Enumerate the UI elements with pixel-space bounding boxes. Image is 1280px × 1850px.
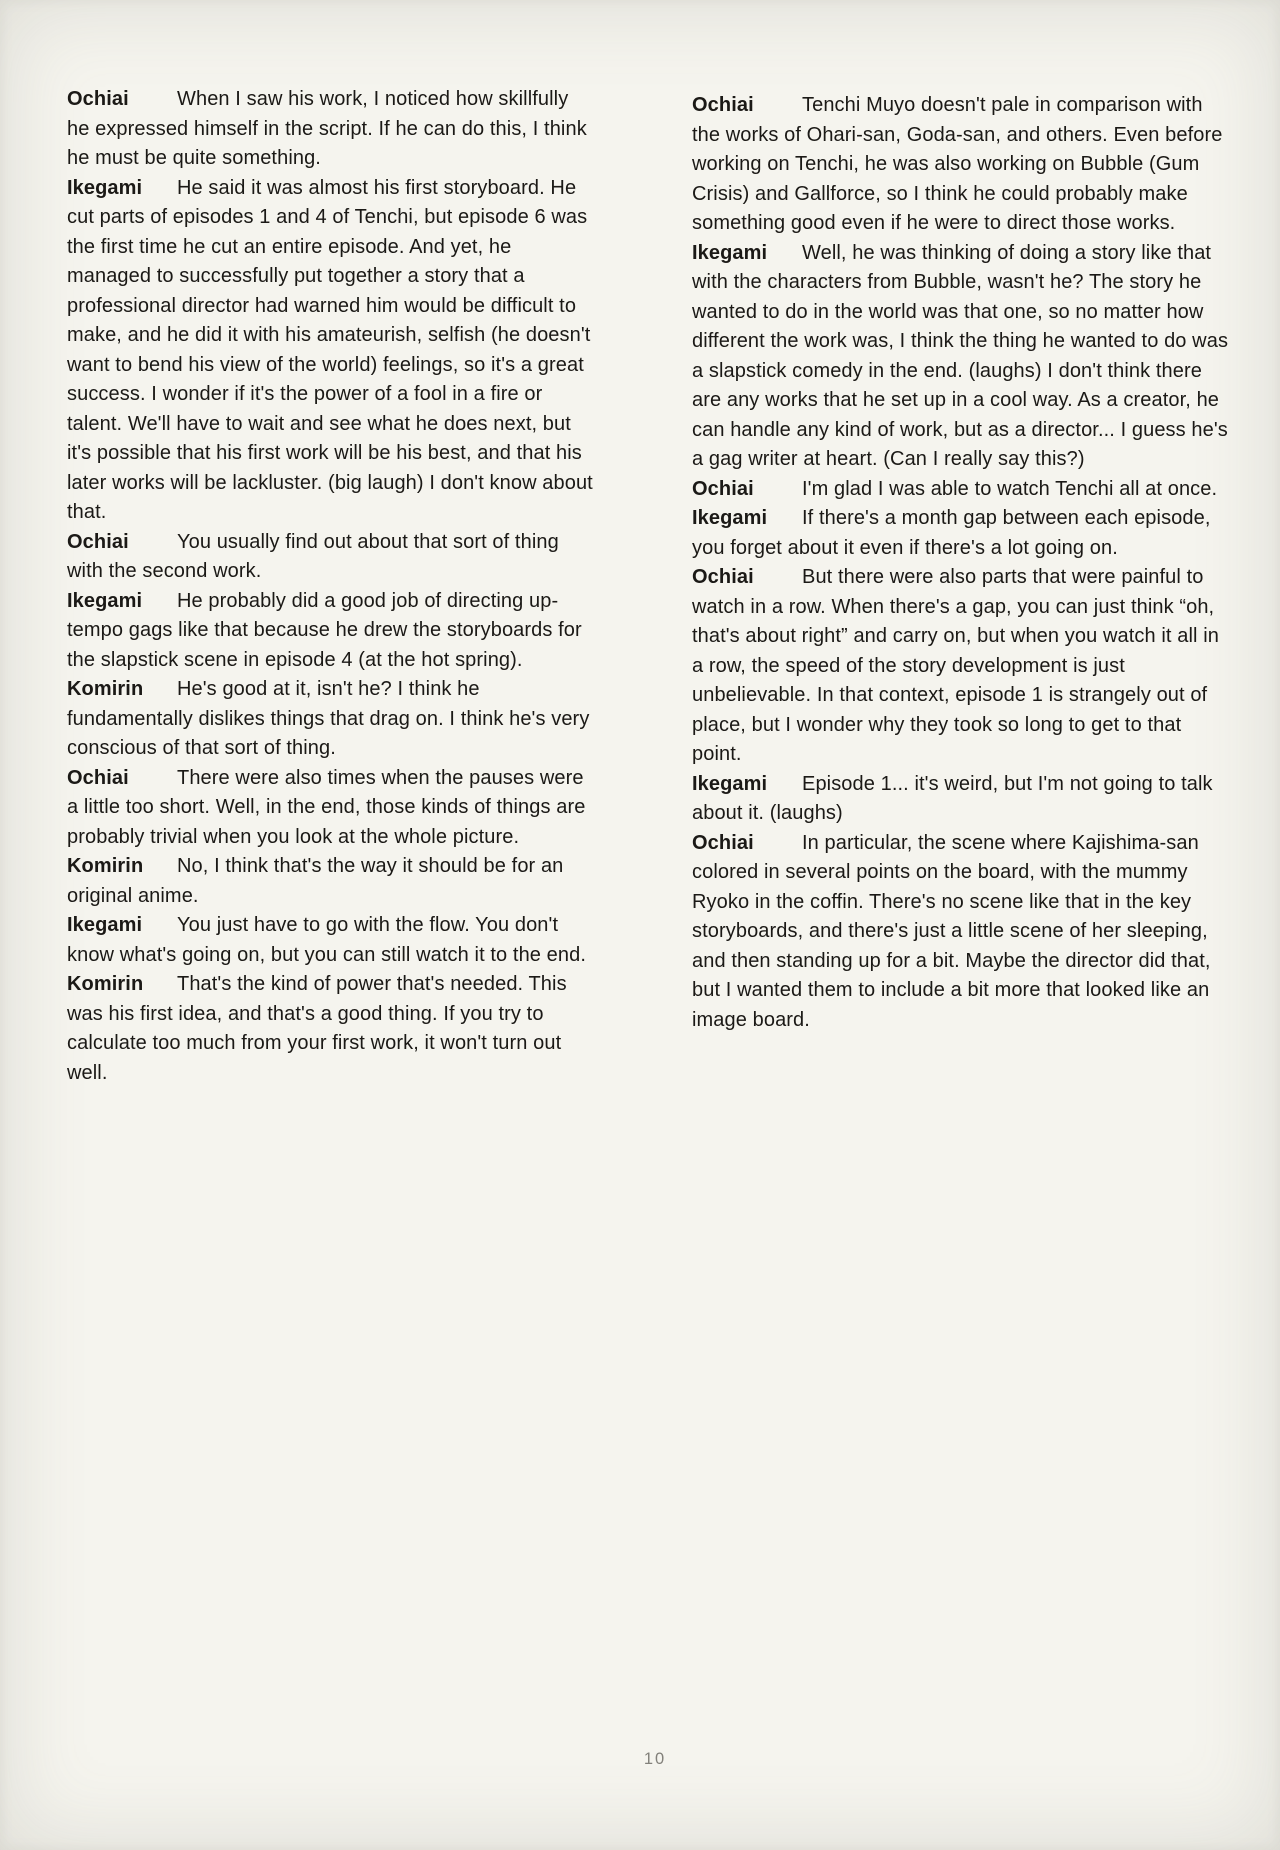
- speech-text: No, I think that's the way it should be for an original anime.: [67, 855, 564, 907]
- speech-text: That's the kind of power that's needed. This was his first idea, and that's a good thing. If you try to calculate too much from your first work, it won't turn out well.: [67, 973, 567, 1084]
- speech-text: You usually find out about that sort of thing with the second work.: [67, 530, 559, 582]
- speech-text: When I saw his work, I noticed how skillfully he expressed himself in the script. If he can do this, I think he must be quite something.: [67, 88, 587, 169]
- left-column: [67, 85, 595, 1088]
- speech-text: I'm glad I was able to watch Tenchi all at once.: [802, 477, 1218, 500]
- speaker-name: Komirin: [67, 678, 144, 700]
- speech-text: Well, he was thinking of doing a story like that with the characters from Bubble, wasn't he? The story he wanted to do in the world was that one, so no matter how different the work was, I think the thing he wanted to do was a slapstick comedy in the end. (laughs) I don't think there are any works that he set up in a cool way. As a creator, he can handle any kind of work, but as a director... I guess he's a gag writer at heart. (Can I really say this?): [692, 241, 1229, 470]
- speech-text: You just have to go with the flow. You don't know what's going on, but you can still watch it to the end.: [67, 914, 587, 966]
- speaker-name: Ochiai: [67, 766, 129, 789]
- dialogue-paragraph: [67, 85, 595, 174]
- dialogue-paragraph: [67, 174, 595, 528]
- speaker-name: Ochiai: [692, 94, 754, 116]
- page-number: 10: [643, 1750, 667, 1768]
- right-column: [692, 91, 1235, 1088]
- dialogue-paragraph: [692, 239, 1235, 475]
- speaker-name: Ochiai: [67, 530, 129, 553]
- speaker-name: Ikegami: [67, 176, 143, 199]
- dialogue-paragraph: [692, 504, 1235, 563]
- speech-text: If there's a month gap between each episode, you forget about it even if there's a lot going on.: [692, 507, 1211, 559]
- dialogue-paragraph: [67, 970, 595, 1088]
- dialogue-paragraph: [692, 563, 1235, 770]
- speaker-name: Komirin: [67, 973, 144, 995]
- speaker-name: Ikegami: [692, 507, 768, 529]
- dialogue-paragraph: [692, 475, 1235, 505]
- speech-text: He probably did a good job of directing up-tempo gags like that because he drew the storyboards for the slapstick scene in episode 4 (at the hot spring).: [67, 589, 582, 671]
- speech-text: Episode 1... it's weird, but I'm not going to talk about it. (laughs): [692, 772, 1213, 824]
- speaker-name: Ochiai: [692, 477, 754, 500]
- dialogue-paragraph: [67, 911, 595, 970]
- speech-text: In particular, the scene where Kajishima-san colored in several points on the board, with the mummy Ryoko in the coffin. There's no scene like that in the key storyboards, and there's just a little scene of her sleeping, and then standing up for a bit. Maybe the director did that, but I wanted them to include a bit more that looked like an image board.: [692, 831, 1211, 1031]
- dialogue-paragraph: [67, 587, 595, 676]
- dialogue-paragraph: [692, 91, 1235, 239]
- dialogue-paragraph: [67, 764, 595, 853]
- speech-text: There were also times when the pauses were a little too short. Well, in the end, those kinds of things are probably trivial when you look at the whole picture.: [67, 766, 586, 848]
- speech-text: He's good at it, isn't he? I think he fundamentally dislikes things that drag on. I think he's very conscious of that sort of thing.: [67, 678, 590, 759]
- dialogue-paragraph: [67, 675, 595, 764]
- speech-text: But there were also parts that were painful to watch in a row. When there's a gap, you can just think “oh, that's about right” and carry on, but when you watch it all in a row, the speed of the story development is just unbelievable. In that context, episode 1 is strangely out of place, but I wonder why they took so long to get to that point.: [692, 566, 1219, 765]
- speech-text: He said it was almost his first storyboard. He cut parts of episodes 1 and 4 of Tenchi, but episode 6 was the first time he cut an entire episode. And yet, he managed to successfully put together a story that a professional director had warned him would be difficult to make, and he did it with his amateurish, selfish (he doesn't want to bend his view of the world) feelings, so it's a great success. I wonder if it's the power of a fool in a fire or talent. We'll have to wait and see what he does next, but it's possible that his first work will be his best, and that his later works will be lackluster. (big laugh) I don't know about that.: [67, 176, 593, 523]
- speaker-name: Ochiai: [67, 88, 129, 110]
- speaker-name: Komirin: [67, 855, 144, 877]
- dialogue-paragraph: [67, 528, 595, 587]
- dialogue-paragraph: [692, 829, 1235, 1036]
- speaker-name: Ikegami: [67, 914, 143, 936]
- dialogue-paragraph: [67, 852, 595, 911]
- dialogue-paragraph: [692, 770, 1235, 829]
- speaker-name: Ikegami: [692, 772, 768, 795]
- speech-text: Tenchi Muyo doesn't pale in comparison with the works of Ohari-san, Goda-san, and others. Even before working on Tenchi, he was also working on Bubble (Gum Crisis) and Gallforce, so I think he could probably make something good even if he were to direct those works.: [692, 94, 1223, 234]
- speaker-name: Ikegami: [67, 589, 143, 612]
- speaker-name: Ikegami: [692, 241, 768, 264]
- speaker-name: Ochiai: [692, 566, 754, 588]
- two-column-text-block: [67, 85, 1235, 1088]
- speaker-name: Ochiai: [692, 831, 754, 854]
